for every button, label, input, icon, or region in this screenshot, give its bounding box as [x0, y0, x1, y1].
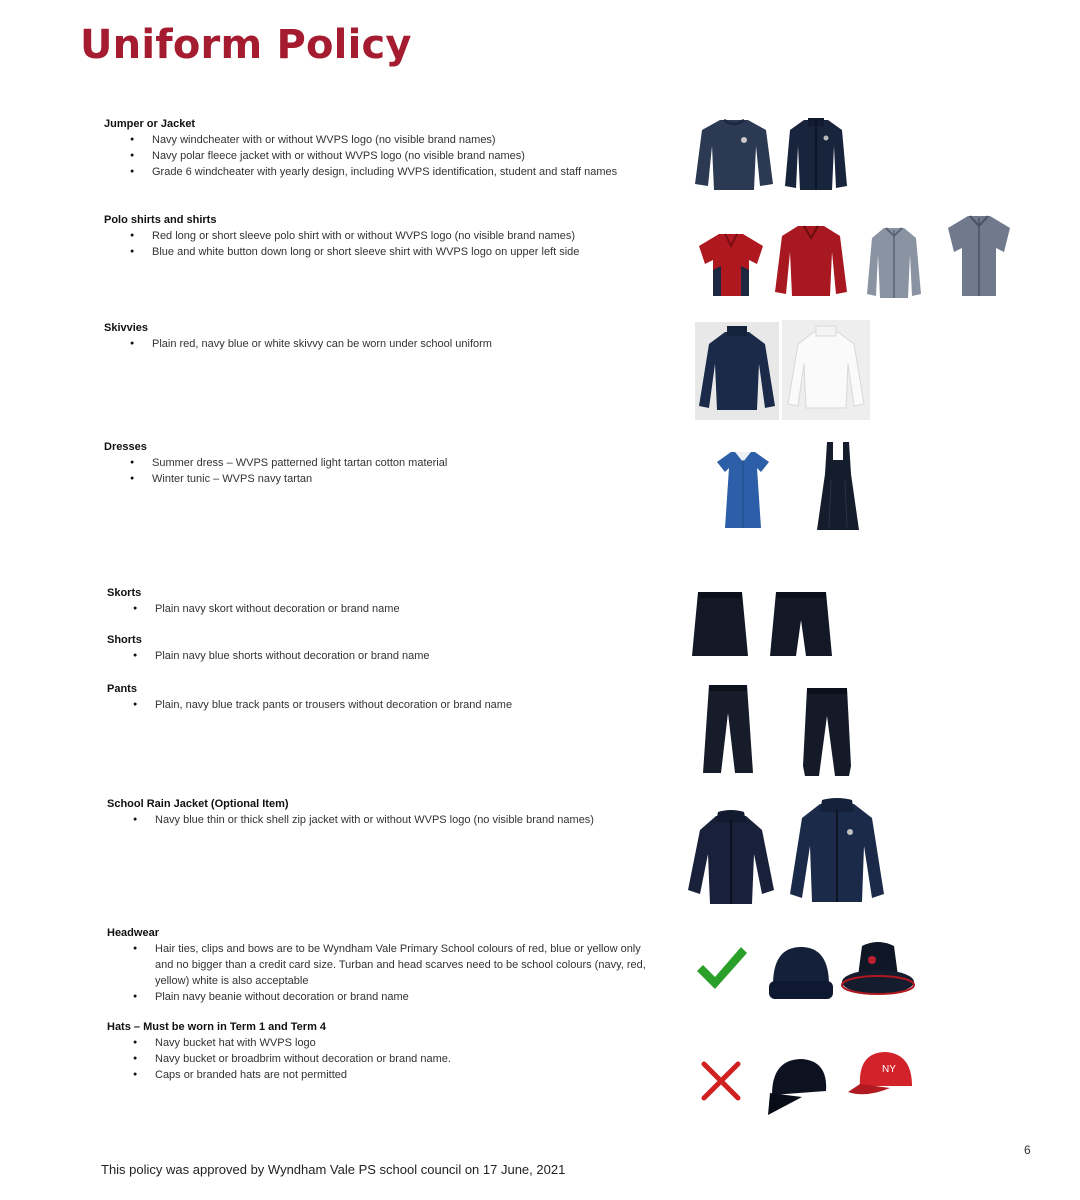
- red-branded-cap-image: [846, 1048, 914, 1100]
- section-pants: [107, 681, 687, 713]
- track-pants-image: [703, 683, 753, 775]
- list-item: ● Hair ties, clips and bows are to be Wyndham Vale Primary School colours of red, blue or yellow only and no bigger than a credit card size. Turban and head scarves need to be school colours (navy, red, yellow) white is also acceptable: [155, 941, 647, 989]
- svg-text:NY: NY: [882, 1064, 896, 1075]
- section-dresses: [104, 439, 684, 487]
- section-shorts: [107, 632, 687, 664]
- list-item: ● Summer dress – WVPS patterned light tartan cotton material: [152, 455, 684, 471]
- rain-jacket-thick-image: [790, 798, 884, 904]
- list-item: ● Plain red, navy blue or white skivvy can be worn under school uniform: [152, 336, 684, 352]
- section-heading: Skorts: [107, 587, 142, 599]
- section-heading: Dresses: [104, 441, 147, 453]
- list-item: ● Winter tunic – WVPS navy tartan: [152, 471, 684, 487]
- list-item: ● Navy bucket or broadbrim without decoration or brand name.: [155, 1051, 647, 1067]
- windcheater-image: [694, 116, 774, 192]
- blue-white-long-shirt-image: [866, 224, 922, 300]
- list-item: ● Navy windcheater with or without WVPS logo (no visible brand names): [152, 132, 684, 148]
- navy-skort-image: [690, 590, 750, 660]
- list-item: ● Navy polar fleece jacket with or without WVPS logo (no visible brand names): [152, 148, 684, 164]
- approval-footer: This policy was approved by Wyndham Vale PS school council on 17 June, 2021: [101, 1162, 566, 1177]
- list-item: ● Navy bucket hat with WVPS logo: [155, 1035, 647, 1051]
- trousers-image: [801, 686, 853, 778]
- list-item: ● Navy blue thin or thick shell zip jacket with or without WVPS logo (no visible brand names): [155, 812, 687, 828]
- navy-shorts-image: [770, 590, 832, 660]
- section-heading: Pants: [107, 683, 137, 695]
- red-long-polo-image: [774, 222, 848, 298]
- section-heading: Headwear: [107, 927, 159, 939]
- section-headwear: [107, 925, 647, 1005]
- section-skorts: [107, 585, 687, 617]
- bucket-hat-logo-image: [840, 938, 916, 1000]
- list-item: ● Plain, navy blue track pants or trousers without decoration or brand name: [155, 697, 687, 713]
- section-heading: Shorts: [107, 634, 142, 646]
- section-heading: Polo shirts and shirts: [104, 214, 217, 226]
- polar-fleece-image: [784, 116, 848, 192]
- list-item: ● Caps or branded hats are not permitted: [155, 1067, 647, 1083]
- list-item: ● Plain navy beanie without decoration or brand name: [155, 989, 647, 1005]
- section-heading: Hats – Must be worn in Term 1 and Term 4: [107, 1021, 327, 1033]
- navy-cap-image: [762, 1055, 830, 1117]
- rain-jacket-thin-image: [688, 810, 774, 906]
- navy-skivvy-image: [695, 322, 779, 420]
- summer-dress-image: [713, 450, 773, 530]
- navy-beanie-image: [767, 945, 835, 1001]
- section-heading: Skivvies: [104, 322, 149, 334]
- section-heading: Jumper or Jacket: [104, 118, 196, 130]
- list-item: ● Blue and white button down long or short sleeve shirt with WVPS logo on upper left side: [152, 244, 684, 260]
- red-short-polo-image: [697, 230, 765, 298]
- list-item: ● Grade 6 windcheater with yearly design, including WVPS identification, student and staff names: [152, 164, 684, 180]
- white-skivvy-image: [782, 320, 870, 420]
- section-polo-shirts: [104, 212, 684, 260]
- section-jumper-jacket: [104, 116, 684, 180]
- page-title: Uniform Policy: [80, 22, 412, 68]
- section-rain-jacket: [107, 796, 687, 828]
- section-hats: [107, 1019, 647, 1083]
- list-item: ● Plain navy blue shorts without decoration or brand name: [155, 648, 687, 664]
- check-icon: [695, 945, 749, 991]
- cross-icon: [700, 1060, 742, 1102]
- list-item: ● Plain navy skort without decoration or brand name: [155, 601, 687, 617]
- section-skivvies: [104, 320, 684, 352]
- list-item: ● Red long or short sleeve polo shirt with or without WVPS logo (no visible brand names): [152, 228, 684, 244]
- blue-white-short-shirt-image: [946, 212, 1012, 298]
- page-number: 6: [1024, 1143, 1031, 1157]
- section-heading: School Rain Jacket (Optional Item): [107, 798, 289, 810]
- winter-tunic-image: [815, 440, 861, 532]
